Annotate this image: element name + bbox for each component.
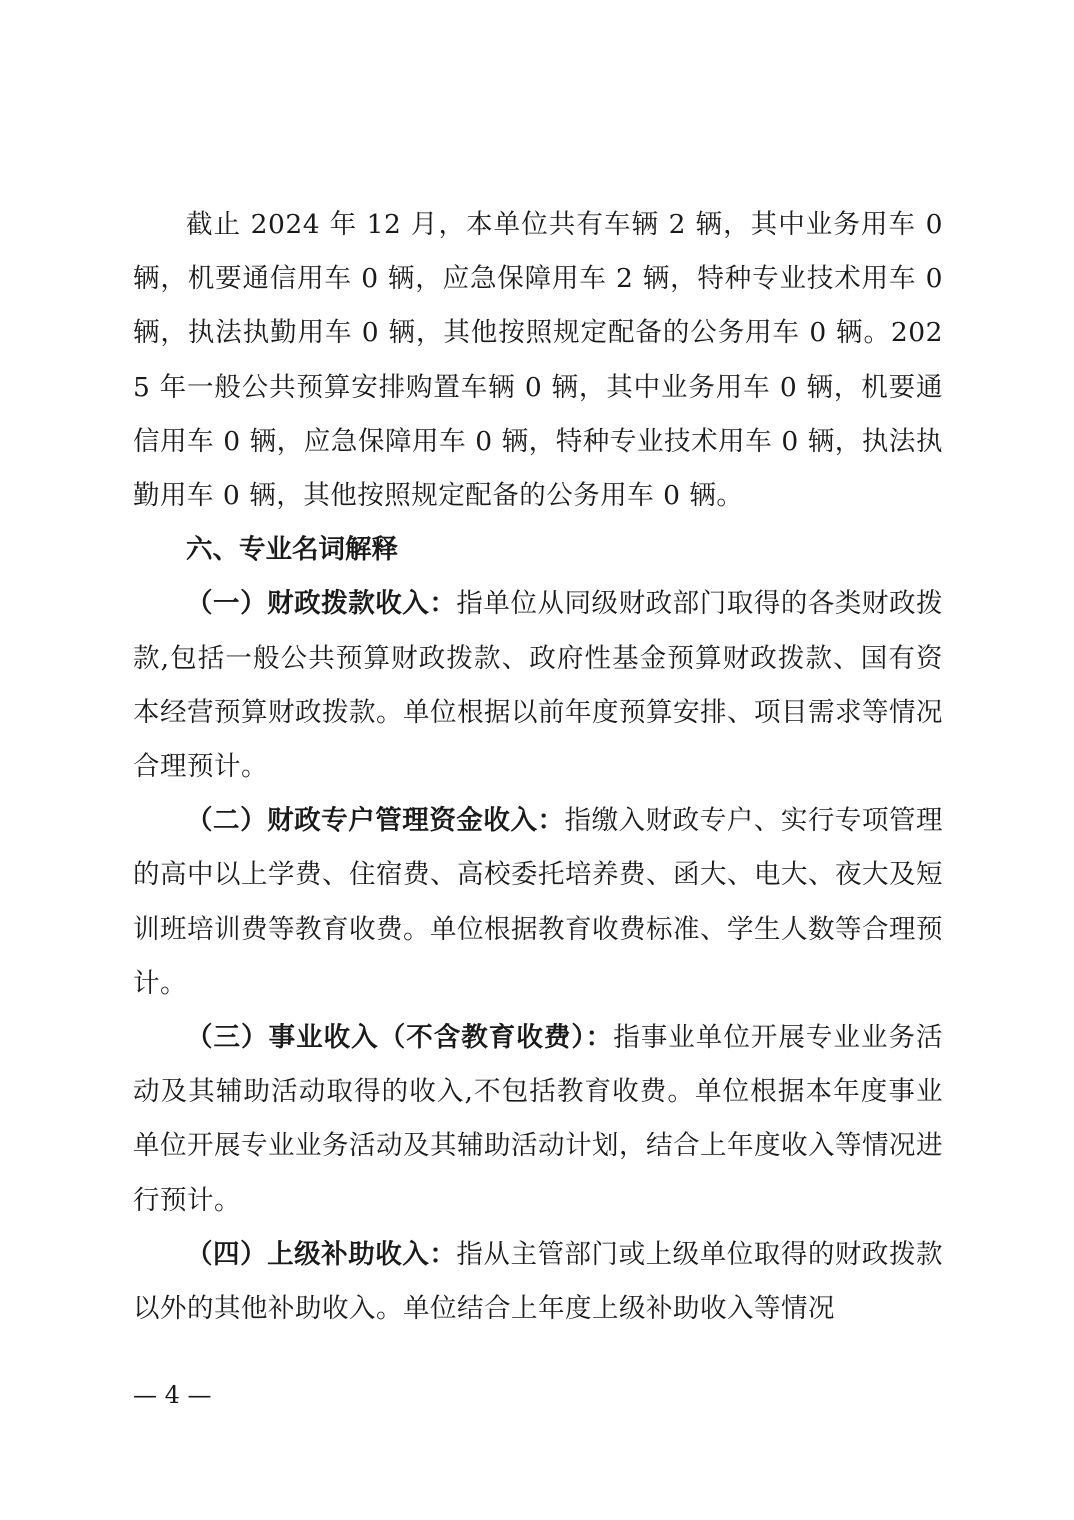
section-heading: 六、专业名词解释: [186, 534, 398, 566]
term-definition: 指从主管部门或上级单位取得的财政拨款以外的其他补助收入。单位结合上年度上级补助收入等情况: [133, 1238, 944, 1325]
term-definition: 指单位从同级财政部门取得的各类财政拨款,包括一般公共预算财政拨款、政府性基金预算财政拨款、国有资本经营预算财政拨款。单位根据以前年度预算安排、项目需求等情况合理预计。: [133, 588, 944, 783]
term-definition: 指缴入财政专户、实行专项管理的高中以上学费、住宿费、高校委托培养费、函大、电大、夜大及短训班培训费等教育收费。单位根据教育收费标准、学生人数等合理预计。: [133, 805, 944, 999]
page-number: — 4 —: [133, 1381, 212, 1409]
term-definition: 指事业单位开展专业业务活动及其辅助活动取得的收入,不包括教育收费。单位根据本年度事业单位开展专业业务活动及其辅助活动计划，结合上年度收入等情况进行预计。: [133, 1022, 944, 1216]
term-label: （一）财政拨款收入：: [186, 588, 457, 620]
term-paragraph-2: [133, 794, 943, 1011]
term-label: （四）上级补助收入：: [186, 1238, 457, 1270]
term-label: （二）财政专户管理资金收入：: [186, 805, 565, 837]
term-label: （三）事业收入（不含教育收费）：: [186, 1022, 614, 1054]
term-paragraph-3: [133, 1011, 943, 1228]
vehicle-paragraph: 截止 2024 年 12 月，本单位共有车辆 2 辆，其中业务用车 0 辆，机要通信用车 0 辆，应急保障用车 2 辆，特种专业技术用车 0 辆，执法执勤用车 0 辆，其他按照规定配备的公务用车 0 辆。2025 年一般公共预算安排购置车辆 0 辆，其中业务用车 0 辆，机要通信用车 0 辆，应急保障用车 0 辆，特种专业技术用车 0 辆，执法执勤用车 0 辆，其他按照规定配备的公务用车 0 辆。: [133, 209, 943, 512]
page-body: [133, 198, 943, 1336]
term-paragraph-1: [133, 577, 943, 794]
term-paragraph-4: [133, 1228, 943, 1336]
